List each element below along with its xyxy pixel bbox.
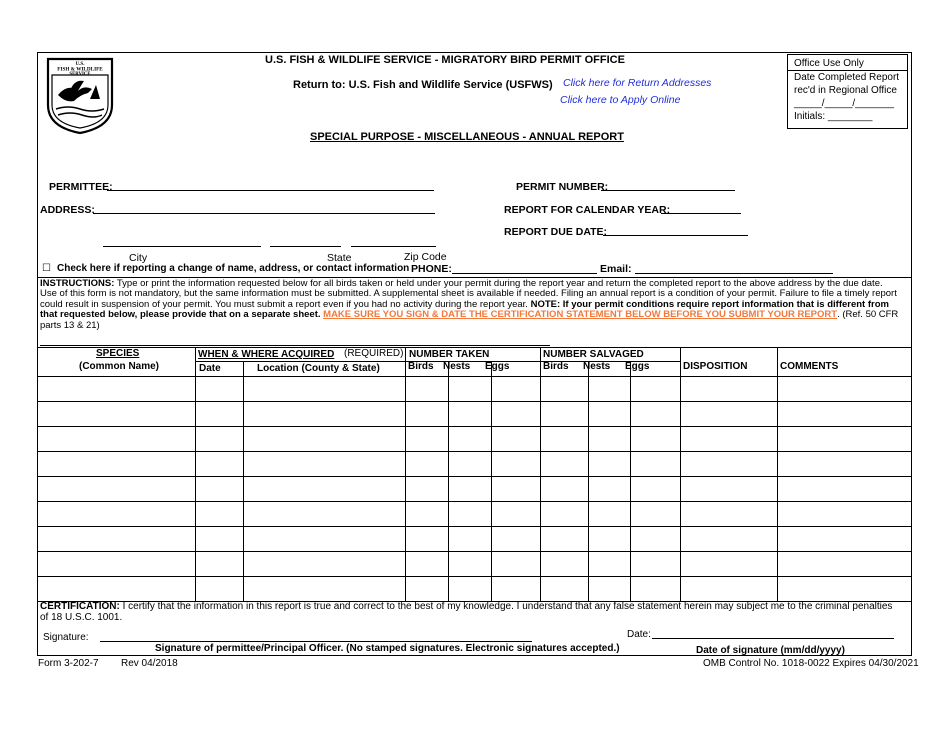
th-salvaged-eggs: Eggs: [625, 361, 650, 372]
address-label: ADDRESS:: [40, 204, 95, 216]
office-use-title: Office Use Only: [788, 57, 907, 71]
certification-block: [40, 602, 902, 623]
change-checkbox[interactable]: ☐: [42, 263, 51, 274]
th-taken-birds: Birds: [408, 361, 434, 372]
city-caption: City: [129, 252, 148, 264]
permit-number-label: PERMIT NUMBER:: [516, 181, 609, 193]
office-use-initials: Initials: ________: [794, 111, 873, 122]
date-caption: Date of signature (mm/dd/yyyy): [696, 645, 845, 656]
omb-control: OMB Control No. 1018-0022 Expires 04/30/2021: [703, 658, 919, 669]
signature-field[interactable]: [100, 641, 532, 642]
logo-text-service: SERVICE: [69, 72, 91, 77]
instructions-note: NOTE: If your permit conditions require report information that is different from that requested below, please provide that on a separate sheet.: [40, 298, 889, 321]
th-number-taken: NUMBER TAKEN: [409, 349, 490, 360]
calendar-year-field[interactable]: [661, 213, 741, 214]
certification-text: I certify that the information in this report is true and correct to the best of my knowledge. I understand that any false statement herein may subject me to the criminal penalties of 18 U.S.C. 1001.: [40, 601, 893, 623]
date-field[interactable]: [652, 638, 894, 639]
phone-label: PHONE:: [411, 263, 452, 275]
permit-number-field[interactable]: [601, 190, 735, 191]
zip-field[interactable]: [351, 246, 436, 247]
email-label: Email:: [600, 263, 632, 275]
apply-online-link[interactable]: Click here to Apply Online: [560, 94, 681, 106]
th-common-name: (Common Name): [79, 361, 160, 372]
return-addresses-link[interactable]: Click here for Return Addresses: [563, 77, 712, 89]
change-label: Check here if reporting a change of name, address, or contact information: [57, 263, 410, 274]
th-date: Date: [199, 363, 221, 374]
address-field[interactable]: [93, 213, 435, 214]
return-to-text: Return to: U.S. Fish and Wildlife Service (USFWS): [293, 79, 553, 91]
date-label: Date:: [627, 629, 651, 640]
office-use-line2: rec'd in Regional Office: [794, 85, 897, 96]
permittee-field[interactable]: [107, 190, 434, 191]
office-use-box: [787, 54, 908, 129]
th-taken-nests: Nests: [443, 361, 471, 372]
instructions-block: [40, 279, 902, 331]
logo-text-fws: FISH & WILDLIFE: [57, 66, 103, 73]
th-species: SPECIES: [96, 348, 140, 359]
signature-label: Signature:: [43, 632, 89, 643]
office-use-date: _____/_____/_______: [794, 98, 895, 109]
instructions-ref: . (Ref. 50 CFR parts 13 & 21): [40, 309, 899, 331]
email-field[interactable]: [635, 273, 833, 274]
certification-label: CERTIFICATION:: [40, 601, 120, 612]
phone-field[interactable]: [452, 273, 597, 274]
office-use-line1: Date Completed Report: [794, 72, 900, 83]
th-comments: COMMENTS: [780, 361, 839, 372]
due-date-field[interactable]: [603, 235, 748, 236]
agency-heading: U.S. FISH & WILDLIFE SERVICE - MIGRATORY BIRD PERMIT OFFICE: [265, 54, 625, 66]
instructions-warning: MAKE SURE YOU SIGN & DATE THE CERTIFICATION STATEMENT BELOW BEFORE YOU SUBMIT YOUR REPORT: [323, 309, 838, 321]
form-number: Form 3-202-7: [38, 658, 99, 669]
calendar-year-label: REPORT FOR CALENDAR YEAR:: [504, 204, 671, 216]
th-salvaged-nests: Nests: [583, 361, 611, 372]
fws-logo: [44, 55, 116, 135]
instructions-text: Type or print the information requested below for all birds taken or held under your permit during the report year and return the completed report to the above address by the due date. Use of this form is not mandatory, but the same information must be submitted. A supplemental sheet is available if needed. Filing an annual report is a condition of your permit. Failure to file a timely report could result in suspension of your permit. You must submit a report even if you had no activity during the report year.: [40, 278, 897, 310]
th-taken-eggs: Eggs: [485, 361, 510, 372]
th-disposition: DISPOSITION: [683, 361, 748, 372]
logo-text-us: U.S.: [75, 62, 85, 67]
instructions-bottom-rule: [40, 345, 550, 346]
th-required: (REQUIRED): [344, 348, 404, 359]
zip-caption: Zip Code: [404, 251, 447, 263]
instructions-label: INSTRUCTIONS:: [40, 278, 115, 289]
th-when-where: WHEN & WHERE ACQUIRED: [198, 349, 335, 360]
state-field[interactable]: [270, 246, 341, 247]
permittee-label: PERMITTEE:: [49, 181, 113, 193]
state-caption: State: [327, 252, 352, 264]
report-title: SPECIAL PURPOSE - MISCELLANEOUS - ANNUAL REPORT: [310, 131, 624, 143]
th-salvaged-birds: Birds: [543, 361, 569, 372]
th-location: Location (County & State): [257, 363, 380, 374]
due-date-label: REPORT DUE DATE:: [504, 226, 608, 238]
th-number-salvaged: NUMBER SALVAGED: [543, 349, 644, 360]
signature-caption: Signature of permittee/Principal Officer. (No stamped signatures. Electronic signatures accepted.): [155, 643, 620, 654]
revision: Rev 04/2018: [121, 658, 178, 669]
city-field[interactable]: [103, 246, 261, 247]
